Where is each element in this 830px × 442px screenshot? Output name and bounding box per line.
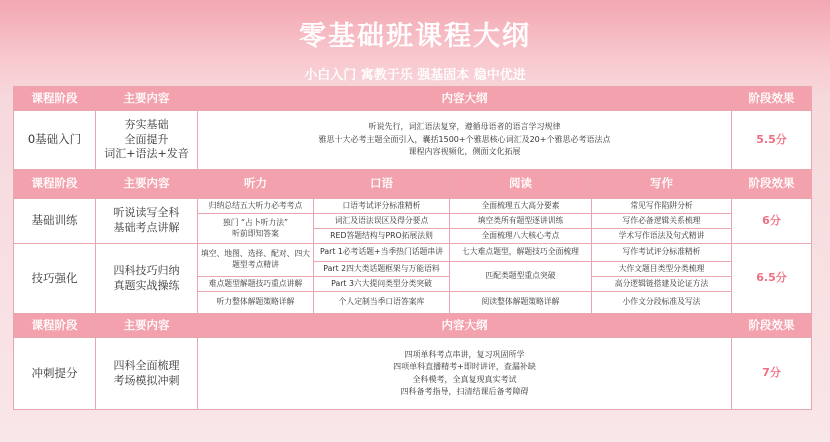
outline-line: 四项单科直播精考+即时讲评，查漏补缺 [393,362,536,372]
reading-cell: 七大难点题型，解题技巧全面梳理 [450,244,592,262]
outline-line: 听说先行，词汇语法复穿，遵循母语者的语言学习规律 [368,122,561,132]
content-line: 全面提升 [124,132,169,146]
main-content-cell [96,111,198,170]
header-row-2 [14,170,812,199]
writing-cell: 小作文分段标准及写法 [592,292,732,314]
main-content-cell [96,199,198,244]
header-writing: 写作 [592,170,732,199]
writing-cell: 写作考试评分标准精析 [592,244,732,262]
header-stage: 课程阶段 [14,170,96,199]
table-row [14,338,812,410]
writing-cell: 学术写作语法及句式精讲 [592,229,732,244]
listening-cell: 听力整体解题策略详解 [198,292,314,314]
table-row [14,244,812,262]
speaking-cell: Part 2四大类话题框架与万能语料 [314,262,450,277]
header-speaking: 口语 [314,170,450,199]
speaking-cell: 口语考试评分标准精析 [314,199,450,214]
header-outline: 内容大纲 [198,87,732,111]
outline-line: 四项单科考点串讲，复习巩固所学 [404,349,525,359]
header-main: 主要内容 [96,314,198,338]
header-listening: 听力 [198,170,314,199]
content-line: 听说读写全科 [113,206,180,220]
reading-cell: 全面梳理八大核心考点 [450,229,592,244]
listening-cell: 填空、地图、选择、配对、四大题型考点精讲 [198,244,314,277]
header-row-1 [14,87,812,111]
outline-line: 四科备考指导，扫清结课后备考障碍 [400,386,529,396]
outline-line: 全科模考，全真复现真实考试 [412,374,517,384]
listening-cell: 独门 “占卜听力法” 听前即知答案 [198,214,314,244]
effect-score: 6.5分 [732,244,812,314]
header-stage: 课程阶段 [14,87,96,111]
writing-cell: 高分逻辑链搭建及论证方法 [592,277,732,292]
effect-score: 5.5分 [732,111,812,170]
header-main: 主要内容 [96,170,198,199]
header-stage: 课程阶段 [14,314,96,338]
header-effect: 阶段效果 [732,170,812,199]
header-row-3 [14,314,812,338]
header-reading: 阅读 [450,170,592,199]
reading-cell: 填空类所有题型逐讲训练 [450,214,592,229]
content-line: 四科全面梳理 [113,358,180,372]
content-line: 考场模拟冲刺 [113,373,180,387]
stage-cell: 基础训练 [14,199,96,244]
writing-cell: 写作必备逻辑关系梳理 [592,214,732,229]
table-row [14,111,812,170]
page-title: 零基础班课程大纲 [299,21,531,52]
reading-cell: 全面梳理五大高分要素 [450,199,592,214]
reading-cell: 匹配类题型重点突破 [450,262,592,292]
content-line: 真题实战操练 [113,278,180,292]
outline-cell [198,338,732,410]
listening-cell: 难点题型解题技巧重点讲解 [198,277,314,292]
content-line: 词汇+语法+发音 [104,147,189,161]
writing-cell: 常见写作陷阱分析 [592,199,732,214]
effect-score: 7分 [732,338,812,410]
stage-cell: 0基础入门 [14,111,96,170]
header-outline: 内容大纲 [198,314,732,338]
speaking-cell: 词汇及语法误区及得分要点 [314,214,450,229]
syllabus-table [13,86,812,410]
stage-cell: 冲刺提分 [14,338,96,410]
page-subtitle: 小白入门 寓教于乐 强基固本 稳中优进 [304,68,526,83]
outline-cell [198,111,732,170]
content-line: 基础考点讲解 [113,221,180,234]
table-row [14,199,812,214]
listening-cell: 归纳总结五大听力必考考点 [198,199,314,214]
header-main: 主要内容 [96,87,198,111]
outline-line: 雅思十大必考主题全面引入，囊括1500+个雅思核心词汇及20+个雅思必考语法点 [318,134,611,144]
reading-cell: 阅读整体解题策略详解 [450,292,592,314]
speaking-cell: RED答题结构与PRO拓展法则 [314,229,450,244]
effect-score: 6分 [732,199,812,244]
outline-line: 课程内容视频化，侧面文化拓展 [408,147,521,157]
content-line: 四科技巧归纳 [113,263,180,277]
content-line: 夯实基础 [124,117,169,131]
header-effect: 阶段效果 [732,87,812,111]
header-effect: 阶段效果 [732,314,812,338]
main-content-cell [96,338,198,410]
speaking-cell: Part 3六大提问类型分类突破 [314,277,450,292]
stage-cell: 技巧强化 [14,244,96,314]
main-content-cell [96,244,198,314]
speaking-cell: Part 1必考话题+当季热门话题串讲 [314,244,450,262]
writing-cell: 大作文题目类型分类梳理 [592,262,732,277]
speaking-cell: 个人定制当季口语答案库 [314,292,450,314]
